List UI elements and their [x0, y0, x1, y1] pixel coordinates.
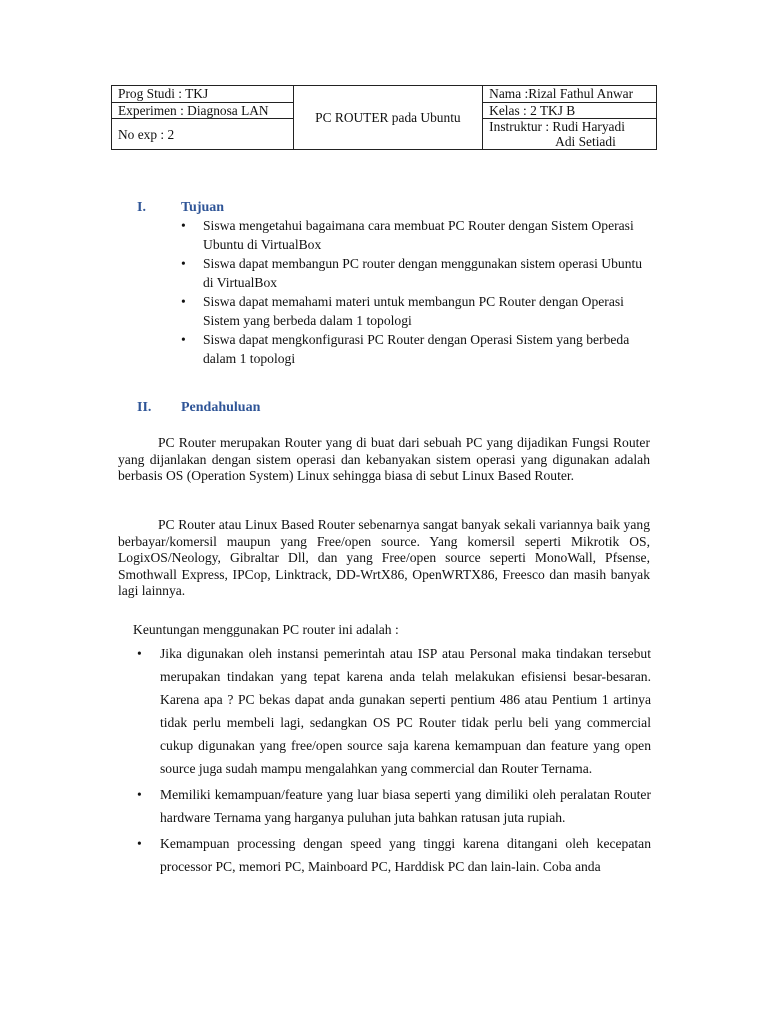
prog-studi-cell: Prog Studi : TKJ: [112, 86, 294, 103]
list-item: • Siswa dapat membangun PC router dengan menggunakan sistem operasi Ubuntu di VirtualBox: [181, 255, 651, 292]
list-item: • Siswa dapat memahami materi untuk membangun PC Router dengan Operasi Sistem yang berbeda dalam 1 topologi: [181, 293, 651, 330]
section-number: II.: [137, 400, 152, 415]
list-item: • Siswa mengetahui bagaimana cara membuat PC Router dengan Sistem Operasi Ubuntu di VirtualBox: [181, 217, 651, 254]
list-item: • Jika digunakan oleh instansi pemerintah atau ISP atau Personal maka tindakan tersebut merupakan tindakan yang tepat karena anda telah melakukan efisiensi besar-besaran. Karena apa ? PC bekas dapat anda gunakan seperti pentium 486 atau Pentium 1 artinya tidak perlu membeli lagi, sedangkan OS PC Router tidak perlu beli yang commercial cukup digunakan yang free/open source saja karena kemampuan dan feature yang open source juga sudah mampu mengalahkan yang commercial dan Router Ternama.: [137, 642, 651, 780]
paragraph: PC Router merupakan Router yang di buat dari sebuah PC yang dijadikan Fungsi Router yang dijanlakan dengan sistem operasi dan kebanyakan sistem operasi yang digunakan adalah berbasis OS (Operation System) Linux sehingga biasa di sebut Linux Based Router.: [118, 435, 650, 483]
header-table: [111, 85, 657, 150]
experimen-cell: Experimen : Diagnosa LAN: [112, 103, 294, 119]
instruktur-line1: Instruktur : Rudi Haryadi: [489, 119, 625, 134]
instruktur-line2: Adi Setiadi: [555, 134, 616, 149]
nama-cell: Nama :Rizal Fathul Anwar: [483, 86, 657, 103]
tujuan-list: [181, 217, 651, 369]
list-item: • Kemampuan processing dengan speed yang tinggi karena ditangani oleh kecepatan processor PC, memori PC, Mainboard PC, Harddisk PC dan lain-lain. Coba anda: [137, 832, 651, 878]
list-item: • Siswa dapat mengkonfigurasi PC Router dengan Operasi Sistem yang berbeda dalam 1 topologi: [181, 331, 651, 368]
instruktur-cell: [483, 119, 657, 150]
section-title: Pendahuluan: [181, 400, 261, 415]
keuntungan-list: [137, 642, 651, 881]
section-title: Tujuan: [181, 200, 225, 215]
paragraph: PC Router atau Linux Based Router sebenarnya sangat banyak sekali variannya baik yang berbayar/komersil maupun yang Free/open source. Yang komersil seperti Mikrotik OS, LogixOS/Neology, Gibraltar Dll, dan yang Free/open source seperti MonoWall, Pfsense, Smothwall Express, IPCop, Linktrack, DD-WrtX86, OpenWRTX86, Freesco dan masih banyak lagi lainnya.: [118, 517, 650, 598]
kelas-cell: Kelas : 2 TKJ B: [483, 103, 657, 119]
list-item: • Memiliki kemampuan/feature yang luar biasa seperti yang dimiliki oleh peralatan Router hardware Ternama yang harganya puluhan juta bahkan ratusan juta rupiah.: [137, 783, 651, 829]
title-cell: PC ROUTER pada Ubuntu: [293, 86, 483, 150]
keuntungan-intro: Keuntungan menggunakan PC router ini adalah :: [133, 622, 399, 637]
section-number: I.: [137, 200, 146, 215]
no-exp-cell: No exp : 2: [112, 119, 294, 150]
